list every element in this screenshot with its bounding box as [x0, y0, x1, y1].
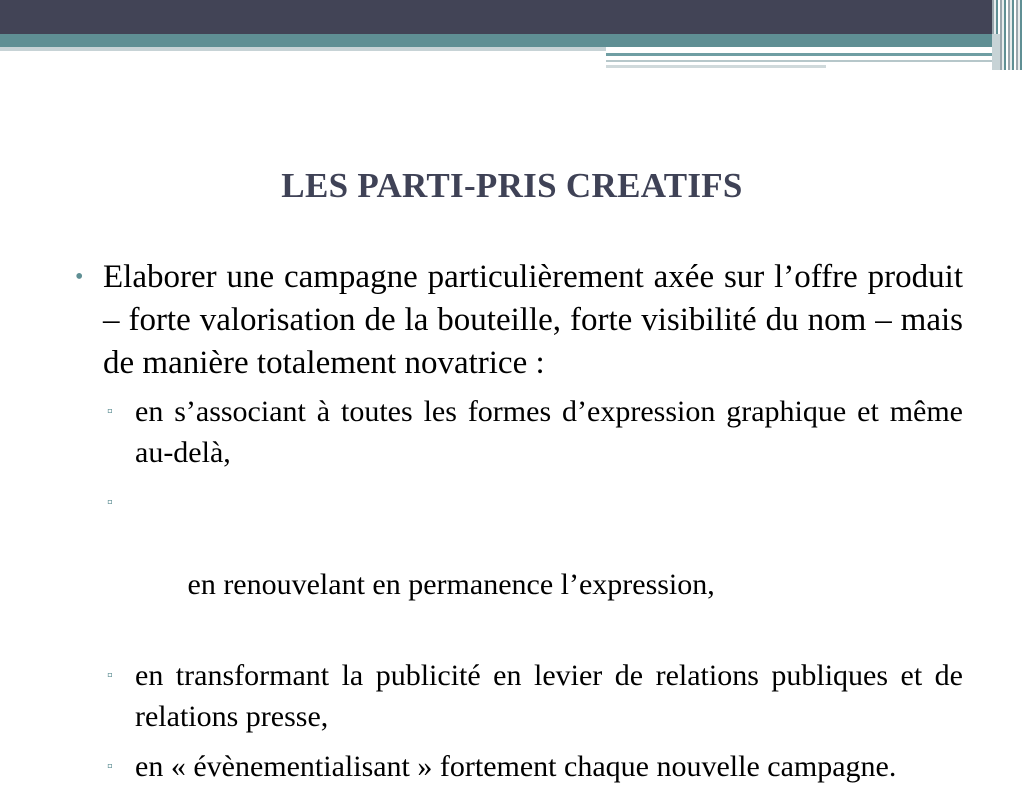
- square-bullet-icon: ▫: [107, 494, 113, 511]
- header-dark-band: [0, 0, 1024, 34]
- slide-title: LES PARTI-PRIS CREATIFS: [281, 166, 743, 205]
- square-bullet-icon: ▫: [107, 758, 113, 775]
- sub-bullet-text: en « évènementialisant » fortement chaque nouvelle campagne.: [135, 750, 897, 783]
- header-teal-band: [0, 34, 1000, 47]
- header-tab-line: [606, 53, 1000, 56]
- sub-bullet-text: en transformant la publicité en levier de relations publiques et de relations presse,: [135, 659, 963, 733]
- bullet-dot-icon: •: [75, 264, 84, 290]
- sub-bullet-item: [107, 746, 963, 787]
- sub-bullet-text: en renouvelant en permanence l’expression,: [180, 568, 715, 601]
- sub-bullet-list: [103, 391, 963, 787]
- sub-bullet-item: [107, 391, 963, 473]
- sub-bullet-text: en s’associant à toutes les formes d’expression graphique et même au-delà,: [135, 395, 963, 469]
- square-bullet-icon: ▫: [107, 667, 113, 684]
- sub-bullet-item: [107, 482, 963, 646]
- slide-body: [75, 256, 963, 796]
- sub-bullet-item: [107, 655, 963, 737]
- header-tab: [606, 47, 1000, 66]
- header-edge-stripes: [992, 34, 1000, 70]
- square-bullet-icon: ▫: [107, 403, 113, 420]
- header-tab-line: [606, 65, 826, 68]
- bullet-item: [75, 256, 963, 385]
- bullet-text: Elaborer une campagne particulièrement axée sur l’offre produit – forte valorisation de la bouteille, forte visibilité du nom – mais de manière totalement novatrice :: [103, 259, 963, 381]
- header-tab-line: [606, 60, 1000, 62]
